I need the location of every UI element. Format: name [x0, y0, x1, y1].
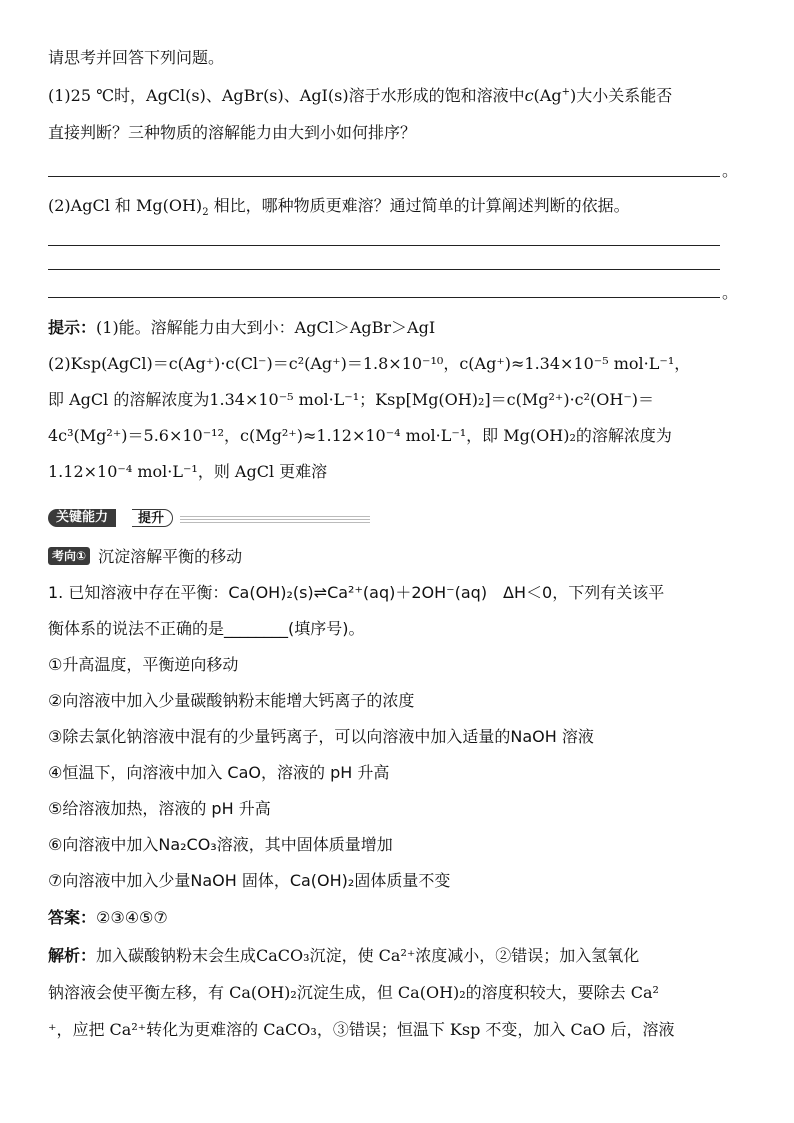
kaoxiang-title: 沉淀溶解平衡的移动: [98, 547, 243, 566]
analysis-text-1: 加入碳酸钠粉末会生成CaCO₃沉淀，使 Ca²⁺浓度减小，②错误；加入氢氧化: [96, 946, 640, 965]
hint-label: 提示：: [48, 318, 97, 337]
period-mark: 。: [722, 161, 739, 180]
question-2-text-b: 相比，哪种物质更难溶？通过简单的计算阐述判断的依据。: [208, 196, 630, 215]
question-2-line: [48, 194, 630, 218]
answer-line-3[interactable]: [48, 269, 720, 270]
exercise-1-line-1: 1. 已知溶液中存在平衡：Ca(OH)₂(s)⇌Ca²⁺(aq)＋2OH⁻(aq) ΔH＜0，下列有关该平: [48, 583, 665, 602]
answer-line-4[interactable]: [48, 297, 720, 298]
answer-value: ②③④⑤⑦: [96, 908, 168, 927]
question-1-line-2: 直接判断？三种物质的溶解能力由大到小如何排序？: [48, 123, 417, 142]
option-1: ①升高温度，平衡逆向移动: [48, 655, 239, 674]
answer-label: 答案：: [48, 908, 97, 927]
analysis-label: 解析：: [48, 946, 97, 965]
hint-line-5: 1.12×10⁻⁴ mol·L⁻¹，则 AgCl 更难溶: [48, 462, 328, 481]
exercise-1-line-2: 衡体系的说法不正确的是________(填序号)。: [48, 619, 365, 638]
analysis-line-2: 钠溶液会使平衡左移，有 Ca(OH)₂沉淀生成，但 Ca(OH)₂的溶度积较大，要除去 Ca²: [48, 983, 659, 1002]
answer-line: [48, 906, 168, 930]
question-1-text-a: (1)25 ℃时，AgCl(s)、AgBr(s)、AgI(s)溶于水形成的饱和溶液中: [48, 86, 525, 105]
answer-line-1[interactable]: [48, 176, 720, 177]
question-2-sub: 2: [202, 207, 209, 219]
banner-right-label: 提升: [132, 509, 173, 527]
section-banner: [48, 509, 378, 527]
answer-line-2[interactable]: [48, 245, 720, 246]
option-5: ⑤给溶液加热，溶液的 pH 升高: [48, 799, 271, 818]
question-1-line-1: [48, 84, 672, 108]
hint-line-4: 4c³(Mg²⁺)＝5.6×10⁻¹²，c(Mg²⁺)≈1.12×10⁻⁴ mol·L⁻¹，即 Mg(OH)₂的溶解浓度为: [48, 426, 672, 445]
question-1-sup: +: [561, 86, 570, 98]
question-1-text-d: )大小关系能否: [569, 86, 673, 105]
analysis-line-1: [48, 944, 639, 968]
hint-line-2: (2)Ksp(AgCl)＝c(Ag⁺)·c(Cl⁻)＝c²(Ag⁺)＝1.8×10⁻¹⁰，c(Ag⁺)≈1.34×10⁻⁵ mol·L⁻¹，: [48, 354, 691, 373]
question-1-text-c: (Ag: [533, 86, 562, 105]
intro-text: 请思考并回答下列问题。: [48, 48, 225, 67]
analysis-line-3: ⁺，应把 Ca²⁺转化为更难溶的 CaCO₃，③错误；恒温下 Ksp 不变，加入 CaO 后，溶液: [48, 1020, 675, 1039]
option-2: ②向溶液中加入少量碳酸钠粉末能增大钙离子的浓度: [48, 691, 415, 710]
option-7: ⑦向溶液中加入少量NaOH 固体，Ca(OH)₂固体质量不变: [48, 871, 451, 890]
kaoxiang-header: [48, 544, 242, 564]
kaoxiang-badge: 考向①: [48, 547, 90, 565]
option-4: ④恒温下，向溶液中加入 CaO，溶液的 pH 升高: [48, 763, 390, 782]
hint-line-3: 即 AgCl 的溶解浓度为1.34×10⁻⁵ mol·L⁻¹；Ksp[Mg(OH)₂]＝c(Mg²⁺)·c²(OH⁻)＝: [48, 390, 655, 409]
banner-left-label: 关键能力: [48, 509, 116, 527]
option-3: ③除去氯化钠溶液中混有的少量钙离子，可以向溶液中加入适量的NaOH 溶液: [48, 727, 594, 746]
hint-text-1: (1)能。溶解能力由大到小：AgCl＞AgBr＞AgI: [96, 318, 436, 337]
hint-line-1: [48, 316, 435, 340]
banner-stripes: [180, 515, 370, 523]
period-mark-2: 。: [722, 283, 739, 302]
question-2-text-a: (2)AgCl 和 Mg(OH): [48, 196, 203, 215]
question-1-italic-c: c: [524, 86, 534, 105]
option-6: ⑥向溶液中加入Na₂CO₃溶液，其中固体质量增加: [48, 835, 393, 854]
